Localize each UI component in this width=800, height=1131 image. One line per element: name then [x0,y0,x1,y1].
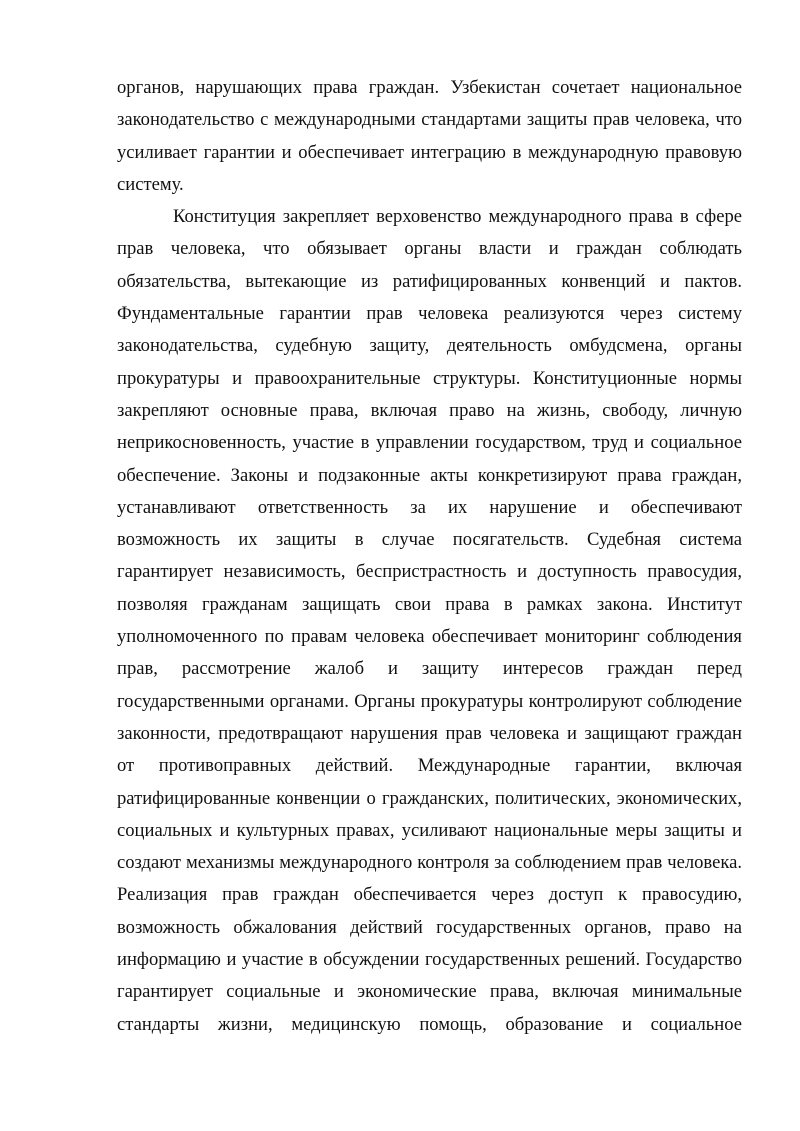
document-body [117,72,742,1041]
paragraph-2: Конституция закрепляет верховенство международного права в сфере прав человека, что обязывает органы власти и граждан соблюдать обязательства, вытекающие из ратифицированных конвенций и пактов. Фундаментальные гарантии прав человека реализуются через систему законодательства, судебную защиту, деятельность омбудсмена, органы прокуратуры и правоохранительные структуры. Конституционные нормы закрепляют основные права, включая право на жизнь, свободу, личную неприкосновенность, участие в управлении государством, труд и социальное обеспечение. Законы и подзаконные акты конкретизируют права граждан, устанавливают ответственность за их нарушение и обеспечивают возможность их защиты в случае посягательств. Судебная система гарантирует независимость, беспристрастность и доступность правосудия, позволяя гражданам защищать свои права в рамках закона. Институт уполномоченного по правам человека обеспечивает мониторинг соблюдения прав, рассмотрение жалоб и защиту интересов граждан перед государственными органами. Органы прокуратуры контролируют соблюдение законности, предотвращают нарушения прав человека и защищают граждан от противоправных действий. Международные гарантии, включая ратифицированные конвенции о гражданских, политических, экономических, социальных и культурных правах, усиливают национальные меры защиты и создают механизмы международного контроля за соблюдением прав человека. Реализация прав граждан обеспечивается через доступ к правосудию, возможность обжалования действий государственных органов, право на информацию и участие в обсуждении государственных решений. Государство гарантирует социальные и экономические права, включая минимальные стандарты жизни, медицинскую помощь, образование и социальное [117,206,742,1035]
paragraph-1: органов, нарушающих права граждан. Узбекистан сочетает национальное законодательство с международными стандартами защиты прав человека, что усиливает гарантии и обеспечивает интеграцию в международную правовую систему. [117,77,742,195]
